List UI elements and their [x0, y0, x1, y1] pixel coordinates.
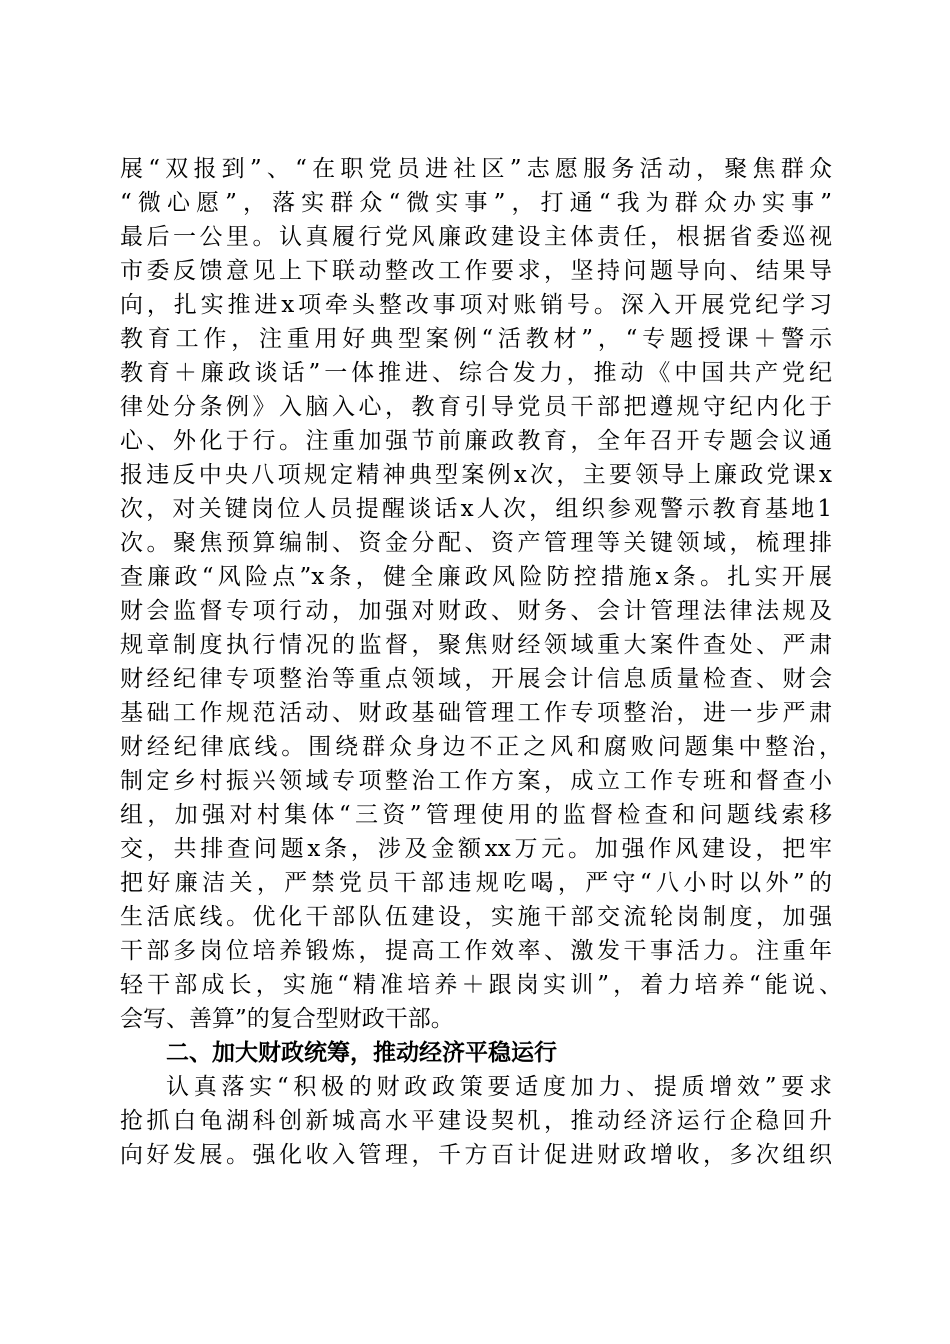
body-text-line: 展“双报到”、“在职党员进社区”志愿服务活动，聚焦群众 [120, 156, 832, 182]
body-text-line: 报违反中央八项规定精神典型案例x次，主要领导上廉政党课x [120, 462, 832, 488]
body-text-line: 最后一公里。认真履行党风廉政建设主体责任，根据省委巡视 [120, 224, 832, 250]
body-text-line: “微心愿”，落实群众“微实事”，打通“我为群众办实事” [120, 190, 832, 216]
body-text-line: 组，加强对村集体“三资”管理使用的监督检查和问题线索移 [120, 802, 832, 828]
body-text-line: 交，共排查问题x条，涉及金额xx万元。加强作风建设，把牢 [120, 836, 832, 862]
body-text-line: 律处分条例》入脑入心，教育引导党员干部把遵规守纪内化于 [120, 394, 832, 420]
body-text-line: 次。聚焦预算编制、资金分配、资产管理等关键领域，梳理排 [120, 530, 832, 556]
body-text-line: 抢抓白龟湖科创新城高水平建设契机，推动经济运行企稳回升 [120, 1108, 832, 1134]
body-text-line: 轻干部成长，实施“精准培养＋跟岗实训”，着力培养“能说、 [120, 972, 842, 998]
body-text-line: 把好廉洁关，严禁党员干部违规吃喝，严守“八小时以外”的 [120, 870, 832, 896]
body-text-line: 教育＋廉政谈话”一体推进、综合发力，推动《中国共产党纪 [120, 360, 832, 386]
body-text-line: 财经纪律专项整治等重点领域，开展会计信息质量检查、财会 [120, 666, 832, 692]
body-text-line: 向好发展。强化收入管理，千方百计促进财政增收，多次组织 [120, 1142, 832, 1168]
section-heading: 二、加大财政统筹，推动经济平稳运行 [166, 1040, 557, 1066]
body-text-line: 制定乡村振兴领域专项整治工作方案，成立工作专班和督查小 [120, 768, 832, 794]
body-text-line: 教育工作，注重用好典型案例“活教材”，“专题授课＋警示 [120, 326, 832, 352]
body-text-line: 干部多岗位培养锻炼，提高工作效率、激发干事活力。注重年 [120, 938, 832, 964]
body-text-line: 次，对关键岗位人员提醒谈话x人次，组织参观警示教育基地1 [120, 496, 832, 522]
body-text-line: 生活底线。优化干部队伍建设，实施干部交流轮岗制度，加强 [120, 904, 832, 930]
body-text-line: 市委反馈意见上下联动整改工作要求，坚持问题导向、结果导 [120, 258, 832, 284]
body-text-line: 认真落实“积极的财政政策要适度加力、提质增效”要求 [166, 1074, 832, 1100]
body-text-line: 财会监督专项行动，加强对财政、财务、会计管理法律法规及 [120, 598, 832, 624]
body-text-line: 规章制度执行情况的监督，聚焦财经领域重大案件查处、严肃 [120, 632, 832, 658]
body-text-line: 财经纪律底线。围绕群众身边不正之风和腐败问题集中整治， [120, 734, 842, 760]
body-text-line: 基础工作规范活动、财政基础管理工作专项整治，进一步严肃 [120, 700, 832, 726]
body-text-line: 会写、善算”的复合型财政干部。 [120, 1006, 454, 1032]
body-text-line: 查廉政“风险点”x条，健全廉政风险防控措施x条。扎实开展 [120, 564, 832, 590]
body-text-line: 心、外化于行。注重加强节前廉政教育，全年召开专题会议通 [120, 428, 832, 454]
body-text-line: 向，扎实推进x项牵头整改事项对账销号。深入开展党纪学习 [120, 292, 832, 318]
